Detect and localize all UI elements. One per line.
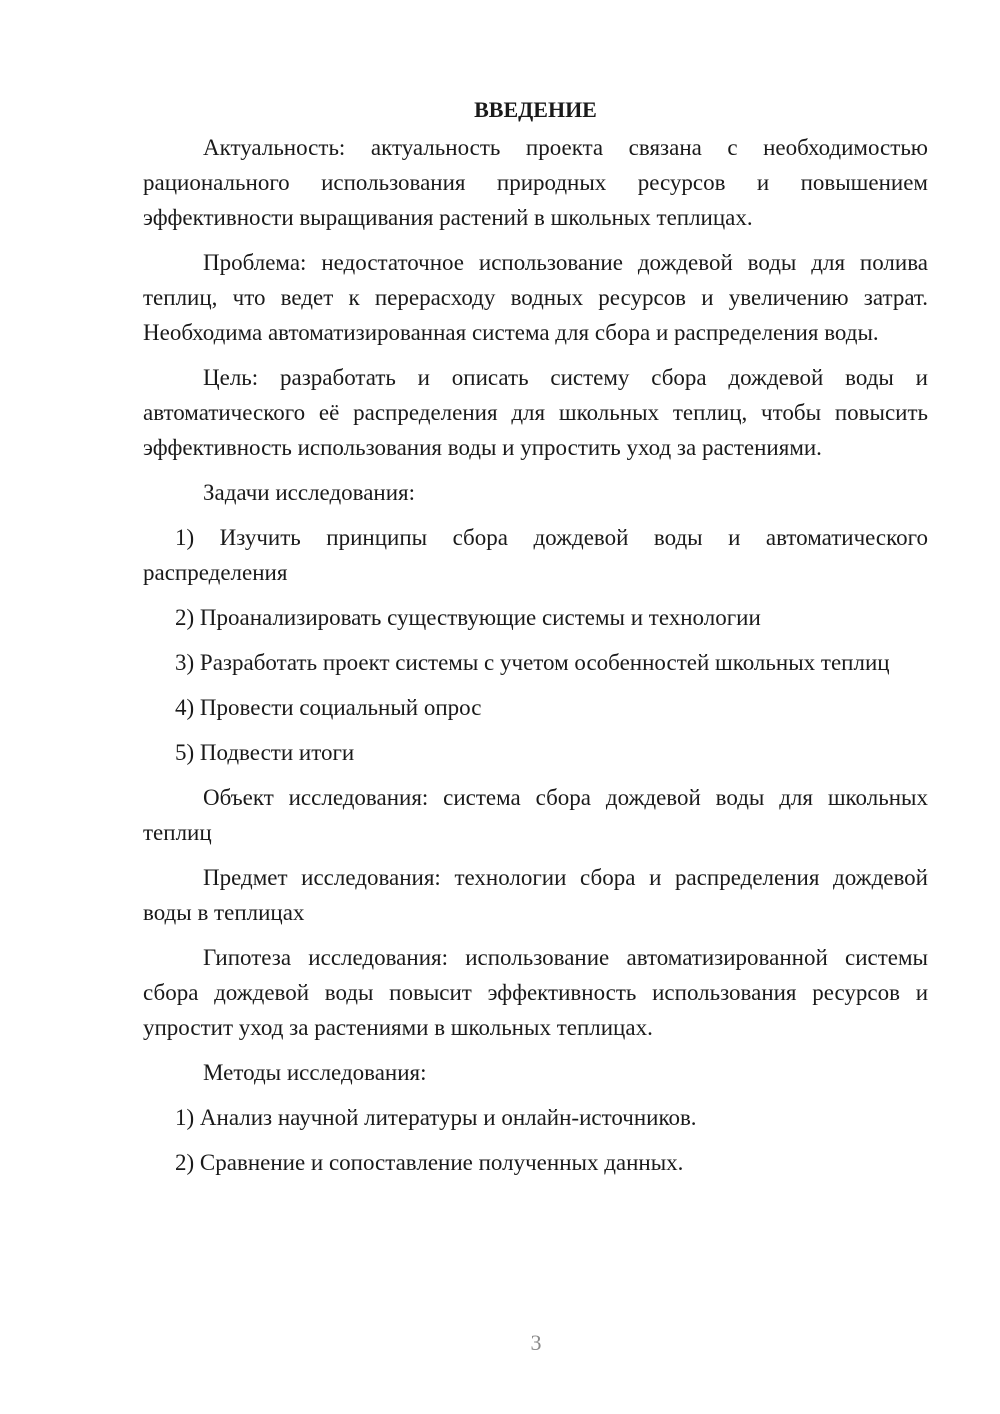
paragraph-problem: Проблема: недостаточное использование дождевой воды для полива теплиц, что ведет к перерасходу водных ресурсов и увеличению затрат. Необходима автоматизированная система для сбора и распределения воды. [143, 250, 928, 345]
paragraph-object: Объект исследования: система сбора дождевой воды для школьных теплиц [143, 785, 928, 845]
page-number: 3 [530, 1330, 542, 1355]
method-item-2: 2) Сравнение и сопоставление полученных данных. [175, 1150, 684, 1175]
paragraph-subject: Предмет исследования: технологии сбора и распределения дождевой воды в теплицах [143, 865, 928, 925]
paragraph-goal: Цель: разработать и описать систему сбора дождевой воды и автоматического её распределения для школьных теплиц, чтобы повысить эффективность использования воды и упростить уход за растениями. [143, 365, 928, 460]
task-item-4: 4) Провести социальный опрос [175, 695, 482, 720]
task-item-5: 5) Подвести итоги [175, 740, 355, 765]
page-heading: ВВЕДЕНИЕ [474, 97, 597, 122]
task-item-3: 3) Разработать проект системы с учетом особенностей школьных теплиц [175, 650, 890, 675]
method-item-1: 1) Анализ научной литературы и онлайн-источников. [175, 1105, 697, 1130]
methods-title: Методы исследования: [203, 1060, 427, 1085]
page-content [143, 92, 928, 1180]
tasks-title: Задачи исследования: [203, 480, 416, 505]
task-item-2: 2) Проанализировать существующие системы и технологии [175, 605, 761, 630]
paragraph-relevance: Актуальность: актуальность проекта связана с необходимостью рационального использования природных ресурсов и повышением эффективности выращивания растений в школьных теплицах. [143, 135, 928, 230]
task-item-1: 1) Изучить принципы сбора дождевой воды и автоматического распределения [143, 525, 928, 585]
paragraph-hypothesis: Гипотеза исследования: использование автоматизированной системы сбора дождевой воды повысит эффективность использования ресурсов и упростит уход за растениями в школьных теплицах. [143, 945, 928, 1040]
